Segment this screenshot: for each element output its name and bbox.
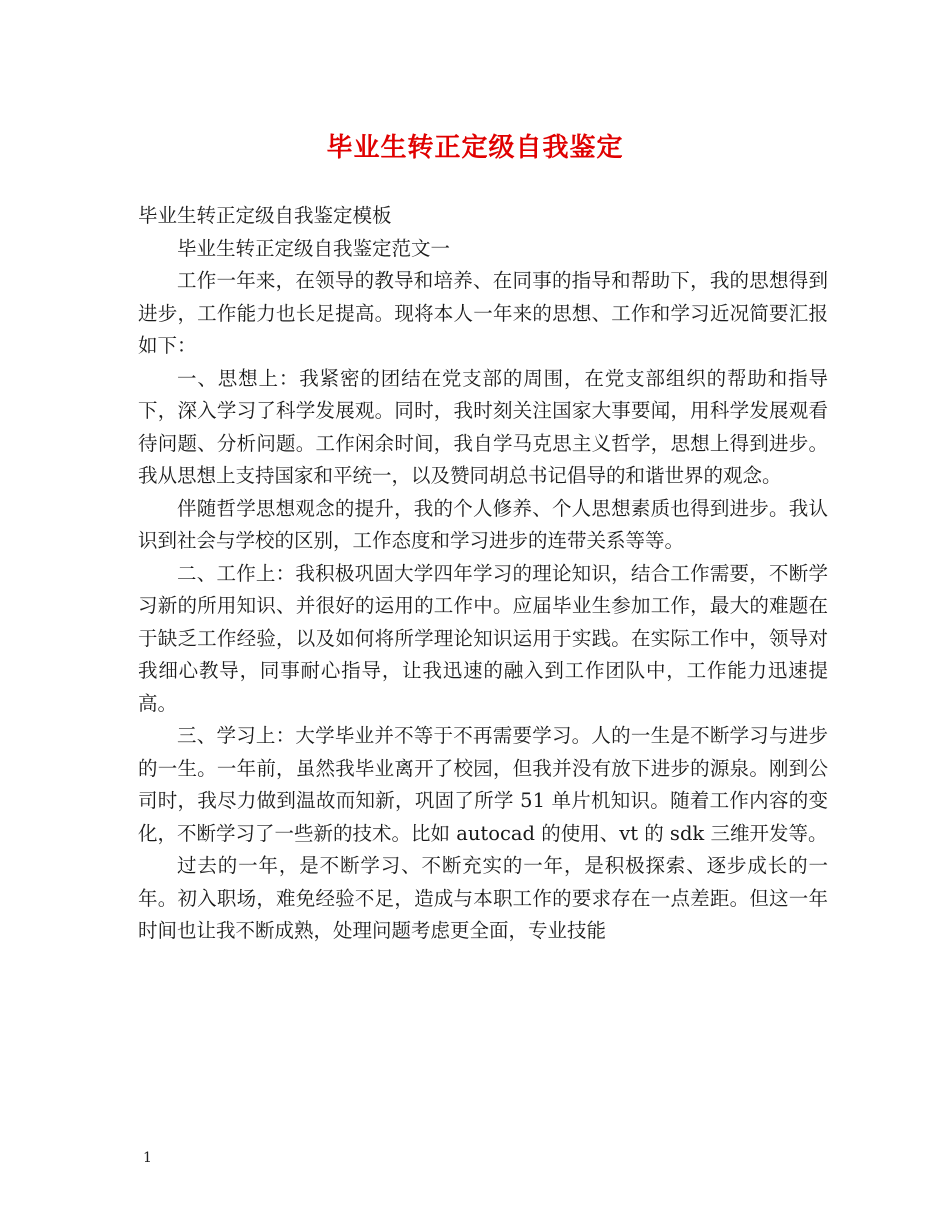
work-paragraph: 二、工作上：我积极巩固大学四年学习的理论知识，结合工作需要，不断学习新的所用知识、并很好的运用的工作中。应届毕业生参加工作，最大的难题在于缺乏工作经验，以及如何将所学理论知识运用于实践。在实际工作中，领导对我细心教导，同事耐心指导，让我迅速的融入到工作团队中，工作能力迅速提高。 [138,561,828,715]
subtitle-paragraph: 毕业生转正定级自我鉴定模板 [138,204,392,227]
document-title: 毕业生转正定级自我鉴定 [326,133,624,163]
section-heading-paragraph: 毕业生转正定级自我鉴定范文一 [177,236,451,260]
intro-paragraph: 工作一年来，在领导的教导和培养、在同事的指导和帮助下，我的思想得到进步，工作能力也长足提高。现将本人一年来的思想、工作和学习近况简要汇报如下： [138,269,828,357]
page-number: 1 [143,1150,152,1166]
study-paragraph: 三、学习上：大学毕业并不等于不再需要学习。人的一生是不断学习与进步的一生。一年前，虽然我毕业离开了校园，但我并没有放下进步的源泉。刚到公司时，我尽力做到温故而知新，巩固了所学 51 单片机知识。随着工作内容的变化，不断学习了一些新的技术。比如 autocad 的使用、vt 的 sdk 三维开发等。 [138,724,828,845]
document-body [138,200,828,948]
thought-paragraph: 一、思想上：我紧密的团结在党支部的周围，在党支部组织的帮助和指导下，深入学习了科学发展观。同时，我时刻关注国家大事要闻，用科学发展观看待问题、分析问题。工作闲余时间，我自学马克思主义哲学，思想上得到进步。我从思想上支持国家和平统一，以及赞同胡总书记倡导的和谐世界的观念。 [138,366,828,487]
self-improvement-paragraph: 伴随哲学思想观念的提升，我的个人修养、个人思想素质也得到进步。我认识到社会与学校的区别，工作态度和学习进步的连带关系等等。 [138,496,828,552]
summary-paragraph: 过去的一年，是不断学习、不断充实的一年，是积极探索、逐步成长的一年。初入职场，难免经验不足，造成与本职工作的要求存在一点差距。但这一年时间也让我不断成熟，处理问题考虑更全面，专业技能 [138,854,828,942]
